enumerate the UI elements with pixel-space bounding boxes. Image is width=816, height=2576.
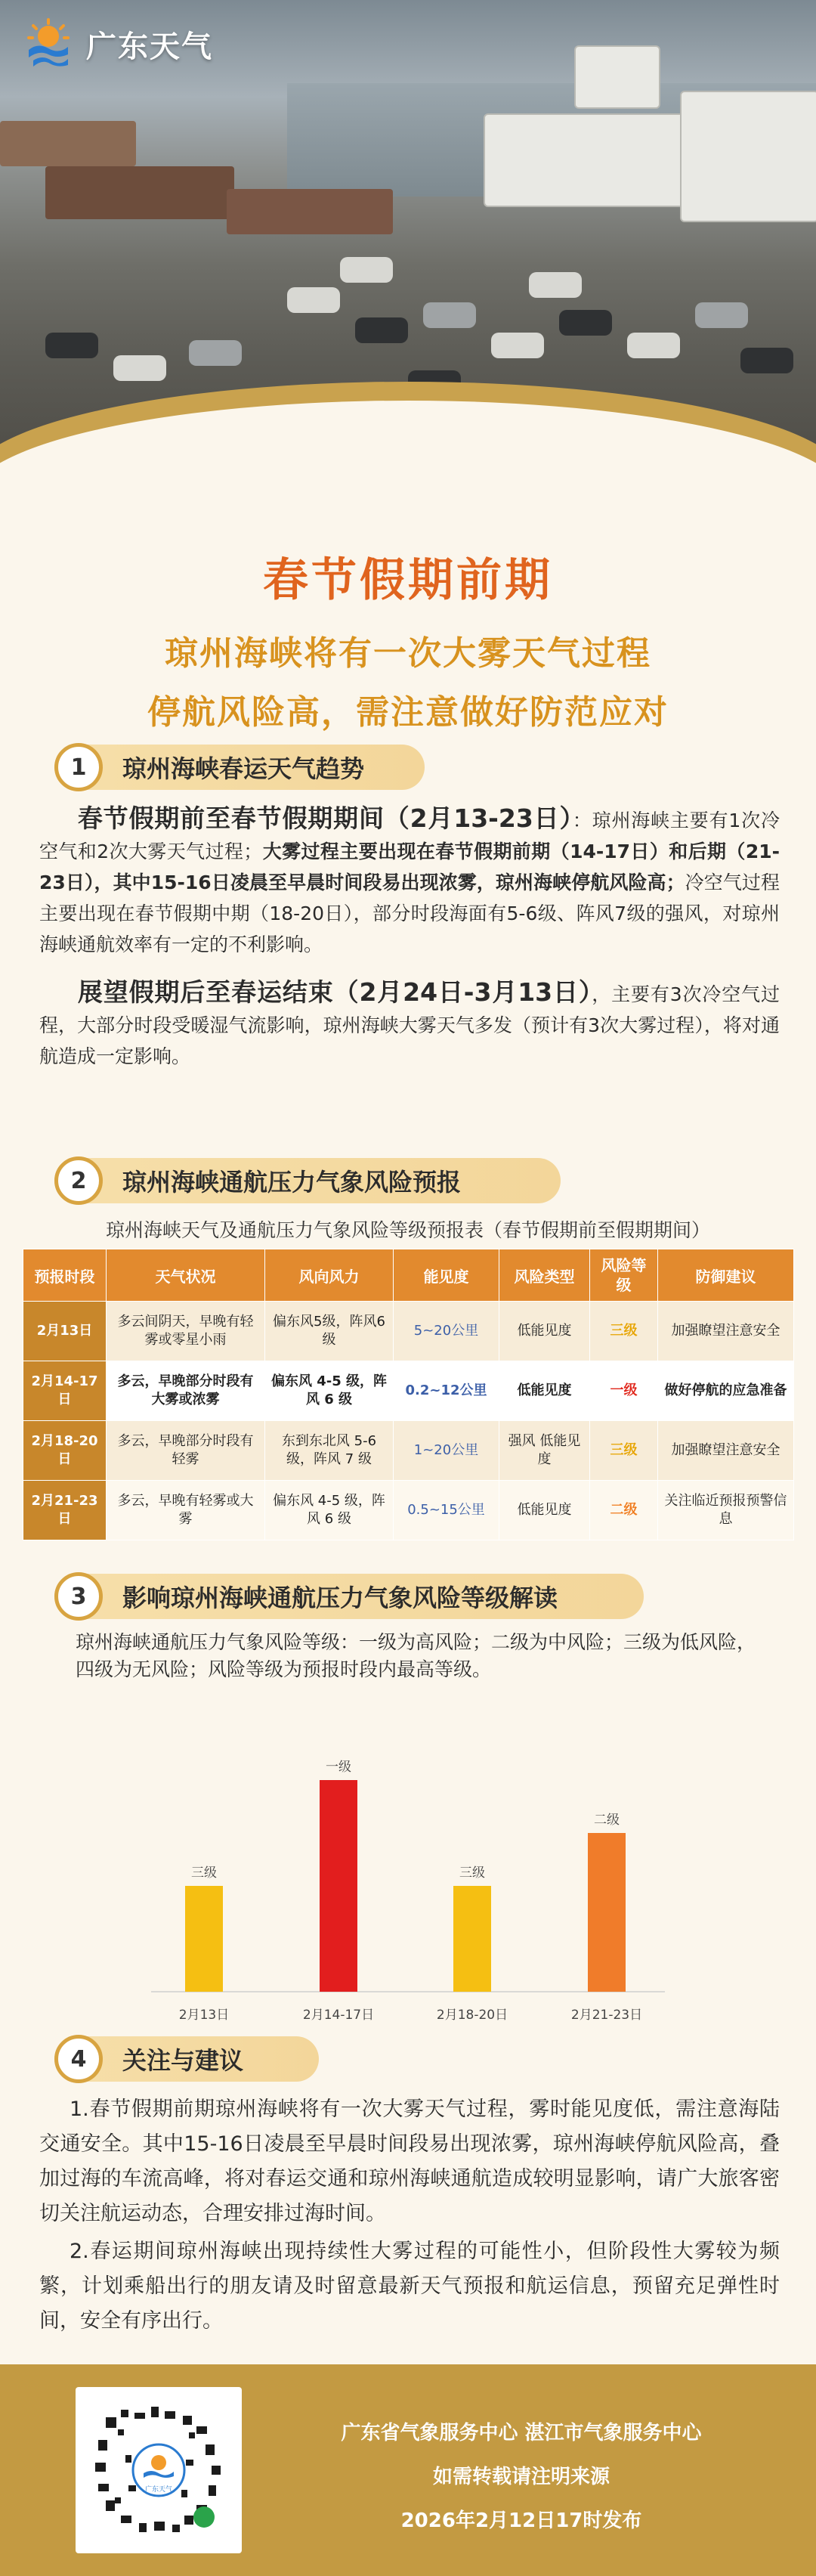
ferry-ship [574,45,660,109]
brand-logo [21,17,213,71]
qr-label: 广东天气 [144,2486,173,2494]
section-4-header [54,2035,243,2083]
car [695,302,748,328]
chart-data-label: 二级 [594,1813,620,1828]
cell-visibility: 0.5~15公里 [394,1481,499,1540]
chart-bar [453,1886,491,1992]
cell-risk-level: 一级 [590,1361,658,1421]
section-1-header [54,743,364,791]
footer-text [257,2411,786,2543]
cell-visibility: 0.2~12公里 [394,1361,499,1421]
section-number: 4 [54,2035,103,2083]
cell-risk-level: 二级 [590,1481,658,1540]
cell-advice: 加强瞭望注意安全 [658,1302,794,1361]
car [287,287,340,313]
col-header: 预报时段 [23,1249,107,1302]
lead-text: 春节假期前至春节假期期间（2月13-23日） [77,803,573,833]
car [423,302,476,328]
car [355,317,408,343]
risk-table [23,1249,794,1540]
car [340,257,393,283]
section-2-header [54,1156,461,1205]
car [189,340,242,366]
ferry-ship [680,91,816,222]
table-row [23,1302,794,1361]
truck [0,121,136,166]
advice-paragraph-1 [39,2092,780,2231]
lead-text: 展望假期后至春运结束（2月24日-3月13日） [77,977,592,1007]
cell-visibility: 1~20公里 [394,1421,499,1481]
chart-tick-label: 2月21-23日 [570,2008,643,2023]
cell-time: 2月13日 [23,1302,107,1361]
cell-risk-type: 低能见度 [499,1481,590,1540]
cell-risk-level: 三级 [590,1421,658,1481]
chart-bar [588,1833,626,1992]
cell-wind: 偏东风5级，阵风6级 [265,1302,394,1361]
table-row [23,1421,794,1481]
cell-weather: 多云，早晚部分时段有大雾或浓雾 [107,1361,265,1421]
table-caption: 琼州海峡天气及通航压力气象风险等级预报表（春节假期前至假期期间） [105,1219,710,1241]
qr-code[interactable] [76,2387,242,2553]
cell-weather: 多云，早晚部分时段有轻雾 [107,1421,265,1481]
advice-paragraph-2 [39,2234,780,2339]
cell-risk-type: 强风 低能见度 [499,1421,590,1481]
cell-advice: 做好停航的应急准备 [658,1361,794,1421]
chart-bar [320,1780,357,1992]
section-title: 关注与建议 [122,2046,244,2075]
chart-tick-label: 2月14-17日 [302,2008,375,2023]
footer-date: 2026年2月12日17时发布 [400,2509,642,2532]
cell-wind: 偏东风 4-5 级，阵风 6 级 [265,1361,394,1421]
col-header: 防御建议 [658,1249,794,1302]
table-row [23,1481,794,1540]
chart-tick-label: 2月18-20日 [436,2008,508,2023]
page-subtitle-1: 琼州海峡将有一次大雾天气过程 [165,634,651,673]
footer-org: 广东省气象服务中心 湛江市气象服务中心 [341,2422,702,2444]
col-header: 风向风力 [265,1249,394,1302]
chart-tick-label: 2月13日 [178,2008,230,2023]
table-row [23,1361,794,1421]
footer-reprint-note: 如需转载请注明来源 [432,2466,610,2488]
cell-weather: 多云，早晚有轻雾或大雾 [107,1481,265,1540]
cell-time: 2月14-17日 [23,1361,107,1421]
bold-text: 大雾过程主要出现在春节假期前期（14-17日）和后期（21-23日），其中15-16日凌晨至早晨时间段易出现浓雾，琼州海峡停航风险高； [39,841,780,893]
car [740,348,793,373]
car [45,333,98,358]
cell-advice: 关注临近预报预警信息 [658,1481,794,1540]
risk-level-description: 琼州海峡通航压力气象风险等级：一级为高风险；二级为中风险；三级为低风险，四级为无风险；风险等级为预报时段内最高等级。 [76,1631,756,1680]
car [559,310,612,336]
cell-risk-type: 低能见度 [499,1361,590,1421]
body-text: 冷空气过程主要出现在春节假期中期（18-20日），部分时段海面有5-6级、阵风7级的强风，对琼州海峡通航效率有一定的不利影响。 [39,872,780,955]
advice-text: 2.春运期间琼州海峡出现持续性大雾过程的可能性小，但阶段性大雾较为频繁，计划乘船出行的朋友请及时留意最新天气预报和航运信息，预留充足弹性时间，安全有序出行。 [39,2240,780,2333]
headline [0,544,816,733]
col-header: 风险等级 [590,1249,658,1302]
cell-wind: 偏东风 4-5 级，阵风 6 级 [265,1481,394,1540]
risk-level-bar-chart [0,1693,816,2086]
qr-code-icon [76,2387,242,2553]
chart-data-label: 三级 [191,1865,217,1881]
ferry-ship [484,113,713,207]
section-1-paragraph-2 [39,977,780,1072]
brand-name: 广东天气 [86,29,213,64]
chart-data-label: 一级 [326,1760,351,1775]
cell-visibility: 5~20公里 [394,1302,499,1361]
section-3-header [54,1572,558,1621]
advice-text: 1.春节假期前期琼州海峡将有一次大雾天气过程，雾时能见度低，需注意海陆交通安全。其中15-16日凌晨至早晨时间段易出现浓雾，琼州海峡停航风险高，叠加过海的车流高峰，将对春运交通和琼州海峡通航造成较明显影响，请广大旅客密切关注航运动态，合理安排过海时间。 [39,2098,780,2225]
table-header-row [23,1249,794,1302]
section-title: 影响琼州海峡通航压力气象风险等级解读 [122,1584,558,1612]
section-number: 3 [54,1572,103,1621]
truck [227,189,393,234]
section-title: 琼州海峡春运天气趋势 [122,754,365,783]
section-number: 1 [54,743,103,791]
car [113,355,166,381]
page-title: 春节假期前期 [263,554,553,607]
car [529,272,582,298]
page-subtitle-2: 停航风险高，需注意做好防范应对 [147,693,669,732]
cell-wind: 东到东北风 5-6 级，阵风 7 级 [265,1421,394,1481]
cell-risk-type: 低能见度 [499,1302,590,1361]
body-text: ，主要有3次冷空气过程，大部分时段受暖湿气流影响，琼州海峡大雾天气多发（预计有3次大雾过程），将对通航造成一定影响。 [39,983,780,1067]
car [491,333,544,358]
hero-photo [0,0,816,484]
chart-data-label: 三级 [459,1865,485,1881]
col-header: 能见度 [394,1249,499,1302]
chart-bar [185,1886,223,1992]
weather-logo-icon [21,17,76,71]
cell-advice: 加强瞭望注意安全 [658,1421,794,1481]
cell-time: 2月18-20日 [23,1421,107,1481]
cell-time: 2月21-23日 [23,1481,107,1540]
col-header: 风险类型 [499,1249,590,1302]
col-header: 天气状况 [107,1249,265,1302]
section-1-paragraph-1 [39,803,780,960]
section-number: 2 [54,1156,103,1205]
car [627,333,680,358]
body-text: ：琼州海峡主要有1次冷空气和2次大雾天气过程； [39,810,780,862]
section-title: 琼州海峡通航压力气象风险预报 [122,1168,462,1197]
cell-weather: 多云间阴天，早晚有轻雾或零星小雨 [107,1302,265,1361]
cell-risk-level: 三级 [590,1302,658,1361]
truck [45,166,234,219]
